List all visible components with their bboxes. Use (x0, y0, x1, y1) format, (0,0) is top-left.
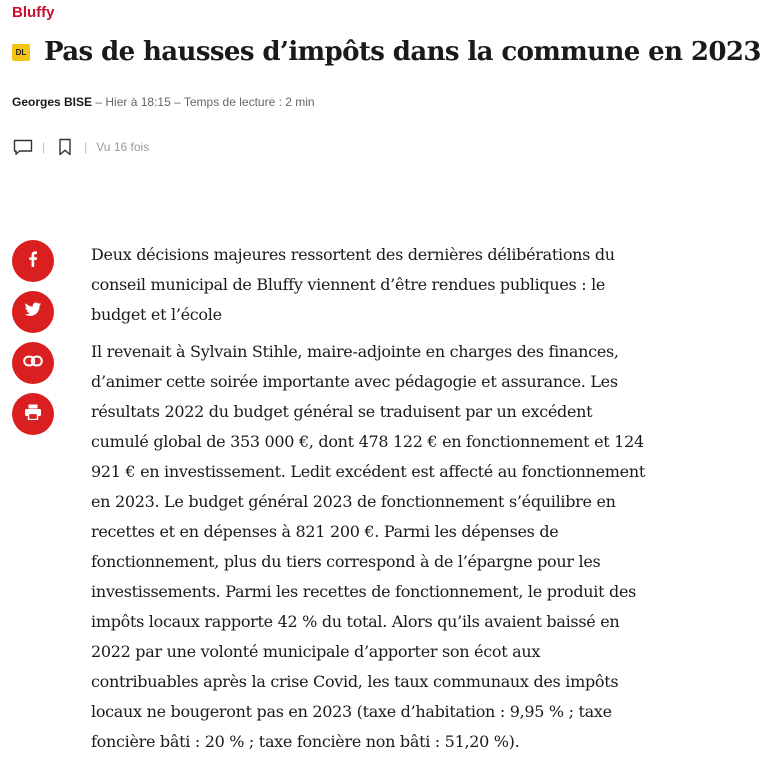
twitter-share-button[interactable] (12, 291, 54, 333)
twitter-icon (24, 302, 42, 323)
comment-icon[interactable] (12, 137, 34, 157)
title-row (12, 34, 761, 70)
dl-logo-badge: DL (12, 44, 30, 61)
author-name[interactable]: Georges BISE (12, 95, 93, 109)
article-body (91, 240, 651, 764)
link-icon (23, 354, 43, 372)
publish-details: – Hier à 18:15 – Temps de lecture : 2 min (92, 95, 315, 109)
article-title: Pas de hausses d’impôts dans la commune en 2023 (44, 37, 761, 67)
toolbar-separator: | (42, 140, 46, 154)
article-paragraph: Il revenait à Sylvain Stihle, maire-adjointe en charges des finances, d’animer cette soirée importante avec pédagogie et assurance. Les résultats 2022 du budget général se traduisent par un excédent cumulé global de 353 000 €, dont 478 122 € en fonctionnement et 124 921 € en investissement. Ledit excédent est affecté au fonctionnement en 2023. Le budget général 2023 de fonctionnement s’équilibre en recettes et en dépenses à 821 200 €. Parmi les dépenses de fonctionnement, plus du tiers correspond à de l’épargne pour les investissements. Parmi les recettes de fonctionnement, le produit des impôts locaux rapporte 42 % du total. Alors qu’ils avaient baissé en 2022 par une volonté municipale d’apporter son écot aux contribuables après la crise Covid, les taux communaux des impôts locaux ne bougeront pas en 2023 (taxe d’habitation : 9,95 % ; taxe foncière bâti : 20 % ; taxe foncière non bâti : 51,20 %). (91, 342, 645, 751)
article-lead-paragraph: Deux décisions majeures ressortent des dernières délibérations du conseil municipal de Bluffy viennent d’être rendues publiques : le budget et l’école (91, 245, 615, 324)
toolbar-separator: | (84, 140, 88, 154)
share-bar (12, 240, 54, 444)
facebook-share-button[interactable] (12, 240, 54, 282)
print-button[interactable] (12, 393, 54, 435)
facebook-icon (24, 250, 42, 273)
print-icon (24, 404, 42, 425)
copy-link-button[interactable] (12, 342, 54, 384)
category-link[interactable]: Bluffy (12, 4, 55, 21)
article-meta (12, 95, 315, 109)
bookmark-icon[interactable] (54, 137, 76, 157)
view-count: Vu 16 fois (96, 140, 150, 154)
article-toolbar (12, 137, 149, 157)
